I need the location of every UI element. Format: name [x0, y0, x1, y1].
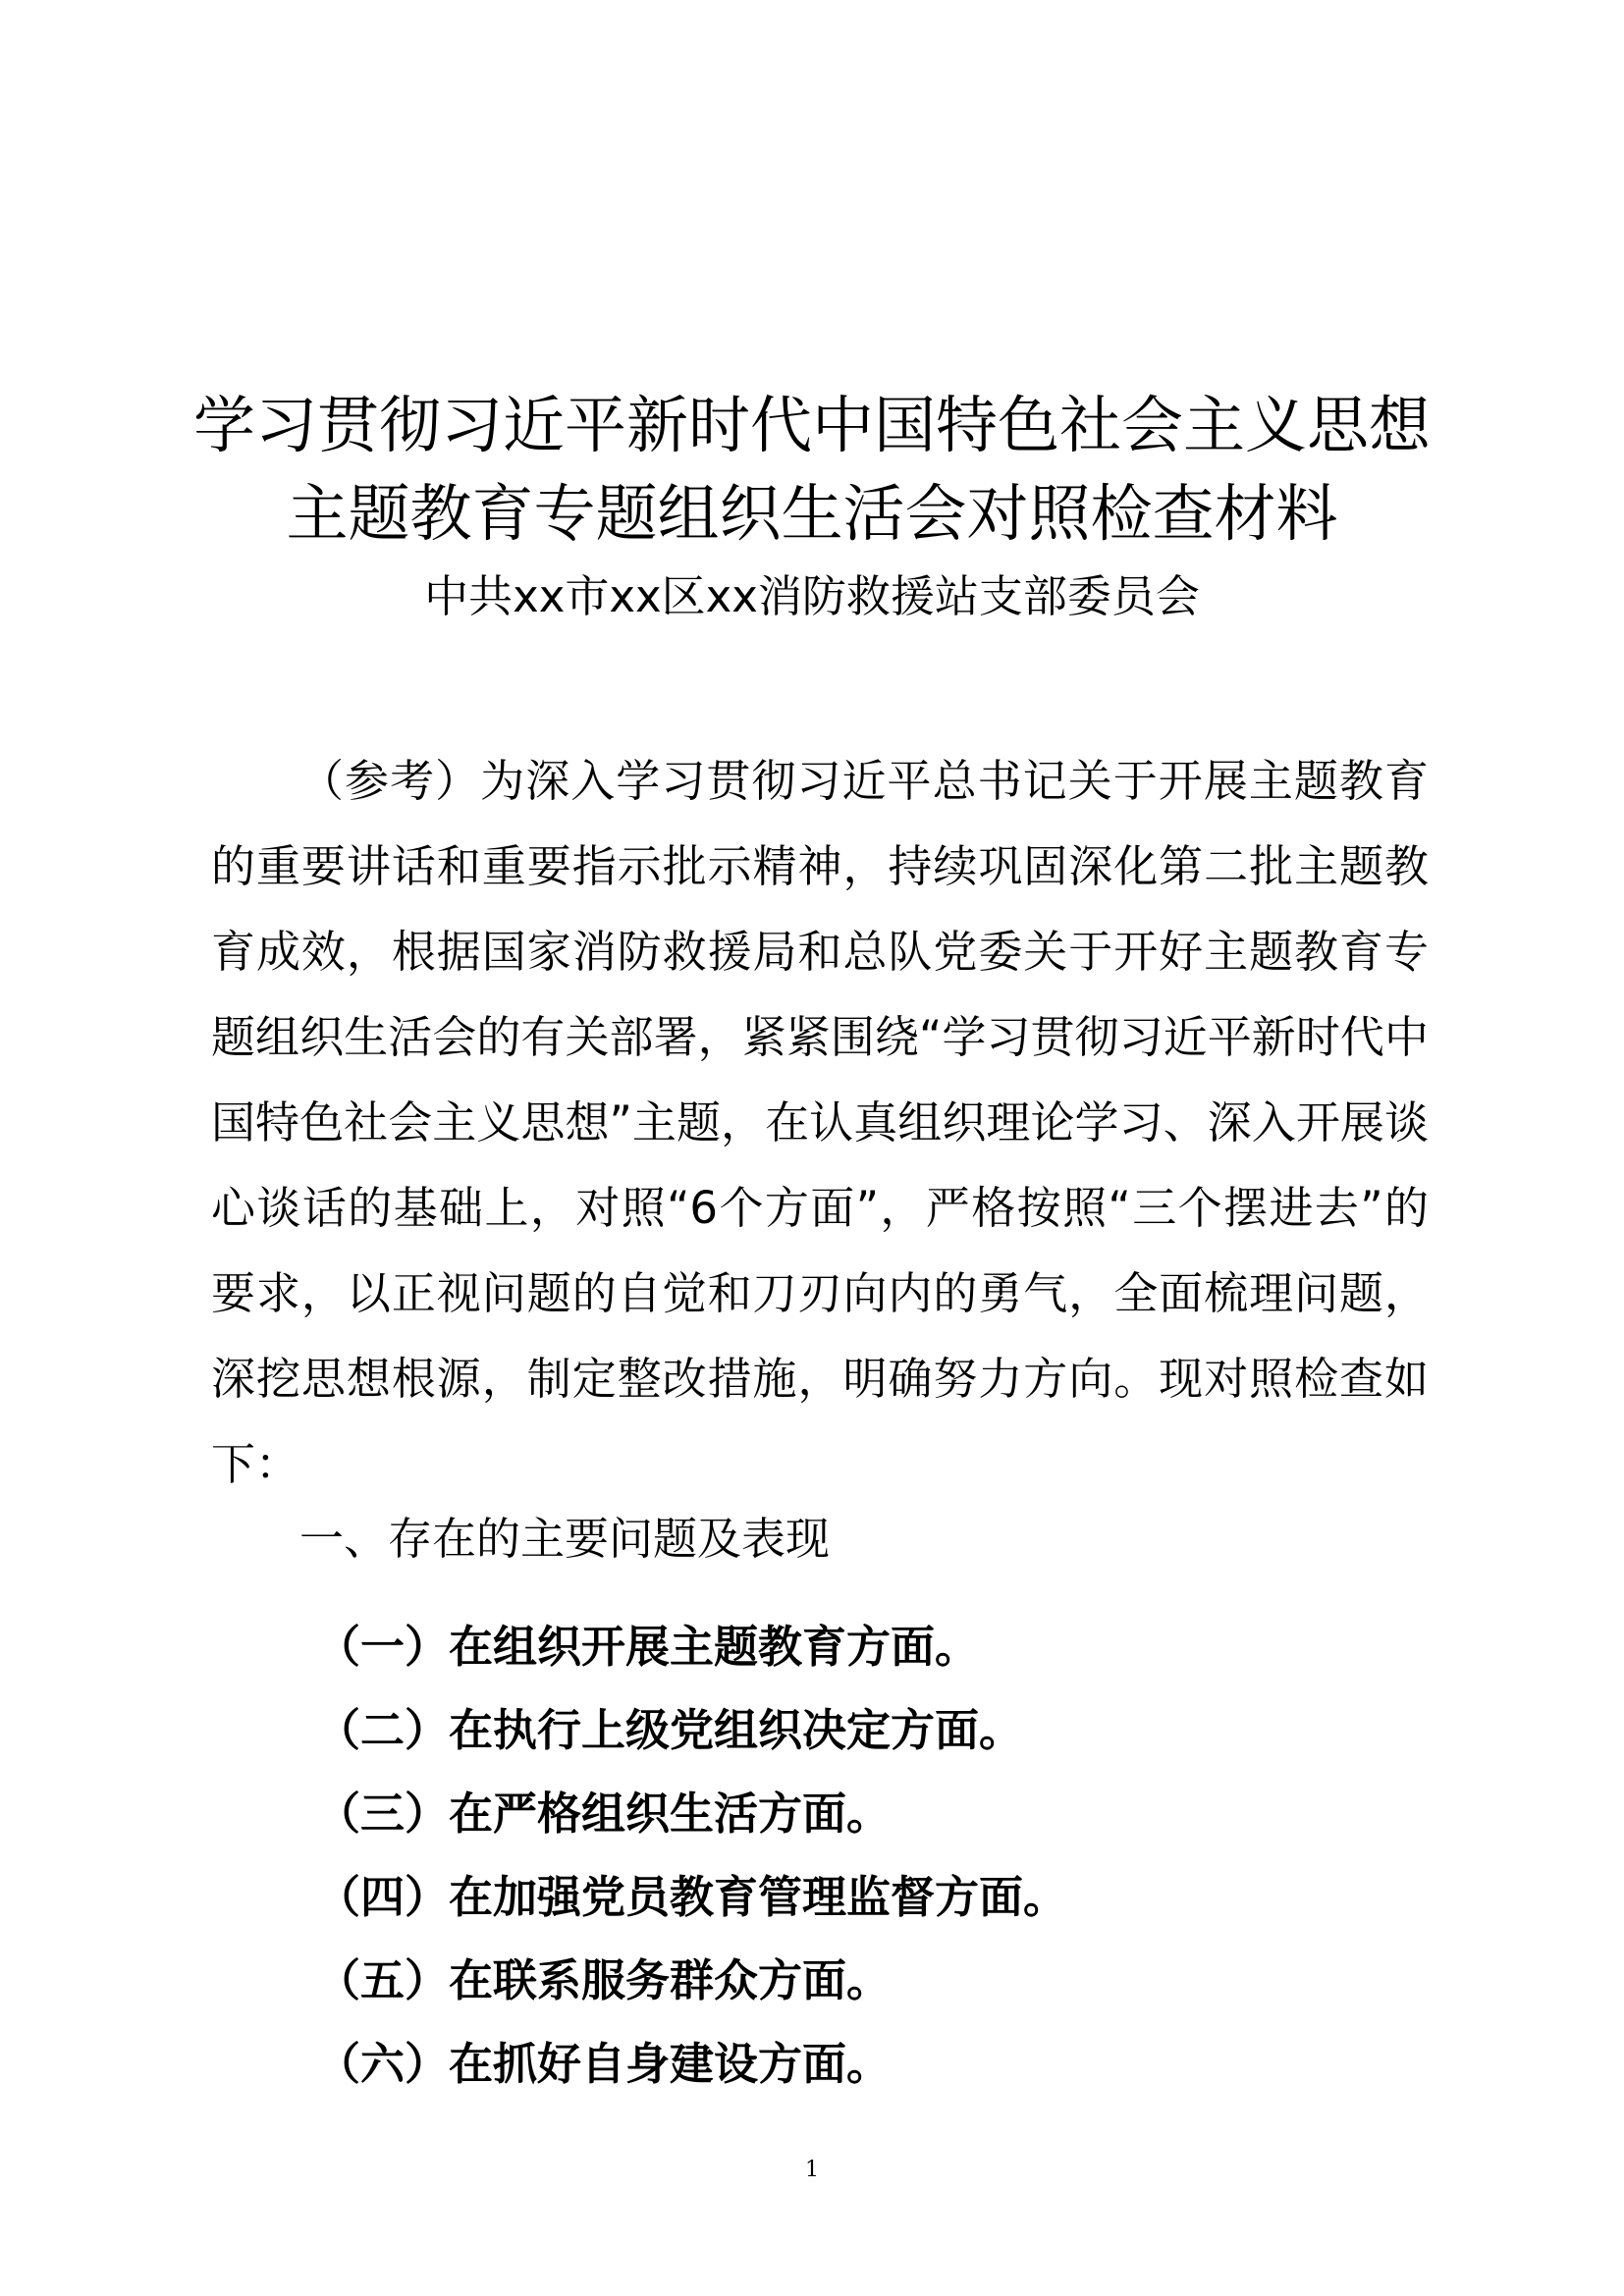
document-subtitle: 中共xx市xx区xx消防救援站支部委员会 — [424, 570, 1200, 622]
subsection-item: （三）在严格组织生活方面。 — [316, 1788, 892, 1840]
subsection-item: （二）在执行上级党组织决定方面。 — [316, 1704, 1024, 1756]
subsection-list — [316, 1605, 1067, 2106]
page-number: 1 — [805, 2158, 819, 2182]
subsection-item: （一）在组织开展主题教育方面。 — [316, 1621, 980, 1673]
document-title-line-2: 主题教育专题组织生活会对照检查材料 — [286, 478, 1338, 550]
section-heading: 一、存在的主要问题及表现 — [299, 1513, 831, 1565]
intro-paragraph: （参考）为深入学习贯彻习近平总书记关于开展主题教育的重要讲话和重要指示批示精神，持续巩固深化第二批主题教育成效，根据国家消防救援局和总队党委关于开好主题教育专题组织生活会的有关部署，紧紧围绕“学习贯彻习近平新时代中国特色社会主义思想”主题，在认真组织理论学习、深入开展谈心谈话的基础上，对照“6个方面”，严格按照“三个摆进去”的要求，以正视问题的自觉和刀刃向内的勇气，全面梳理问题，深挖思想根源，制定整改措施，明确努力方向。现对照检查如下： — [211, 755, 1429, 1490]
document-title-line-1: 学习贯彻习近平新时代中国特色社会主义思想 — [193, 390, 1431, 461]
subsection-item: （五）在联系服务群众方面。 — [316, 1954, 892, 2006]
subsection-item: （四）在加强党员教育管理监督方面。 — [316, 1871, 1068, 1923]
subsection-item: （六）在抓好自身建设方面。 — [316, 2038, 892, 2090]
